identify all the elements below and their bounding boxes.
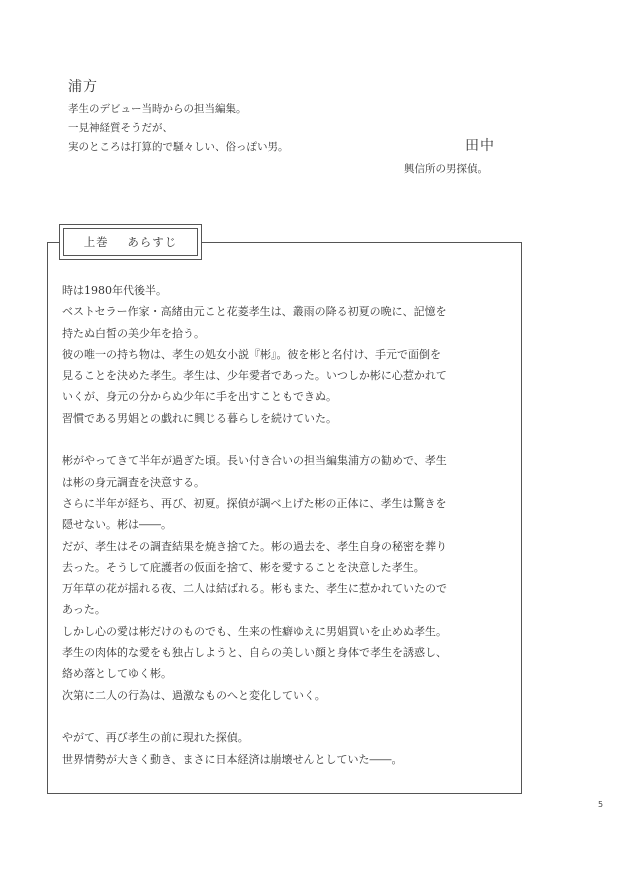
- synopsis-label: [63, 228, 198, 256]
- synopsis-line: 孝生の肉体的な愛をも独占しようと、自らの美しい顔と身体で孝生を誘惑し、: [62, 646, 447, 660]
- synopsis-line: 見ることを決めた孝生。孝生は、少年愛者であった。いつしか彬に心惹かれて: [62, 369, 447, 383]
- desc-line: 実のところは打算的で騒々しい、俗っぽい男。: [68, 141, 289, 153]
- synopsis-line: [62, 706, 512, 727]
- synopsis-line: さらに半年が経ち、再び、初夏。探偵が調べ上げた彬の正体に、孝生は驚きを: [62, 496, 447, 510]
- synopsis-line: 次第に二人の行為は、過激なものへと変化していく。: [62, 688, 326, 702]
- character-name-tanaka: 田中: [465, 138, 495, 154]
- synopsis-line: やがて、再び孝生の前に現れた探偵。: [62, 731, 249, 745]
- synopsis-line: 絡め落としてゆく彬。: [62, 667, 172, 681]
- synopsis-line: 彬がやってきて半年が過ぎた頃。長い付き合いの担当編集浦方の勧めで、孝生: [62, 454, 447, 468]
- desc-line: 興信所の男探偵。: [404, 163, 488, 175]
- synopsis-label-box: [59, 224, 202, 260]
- synopsis-label-title: あらすじ: [127, 235, 178, 249]
- synopsis-line: あった。: [62, 603, 106, 617]
- synopsis-line: 隠せない。彬は――。: [62, 518, 172, 532]
- character-name-urakata: 浦方: [68, 79, 98, 95]
- synopsis-line: 世界情勢が大きく動き、まさに日本経済は崩壊せんとしていた――。: [62, 752, 403, 766]
- synopsis-line: しかし心の愛は彬だけのものでも、生来の性癖ゆえに男娼買いを止めぬ孝生。: [62, 624, 447, 638]
- synopsis-line: 彼の唯一の持ち物は、孝生の処女小説『彬』。彼を彬と名付け、手元で面倒を: [62, 347, 442, 361]
- synopsis-line: ベストセラー作家・高緒由元こと花菱孝生は、叢雨の降る初夏の晩に、記憶を: [62, 305, 447, 319]
- synopsis-line: だが、孝生はその調査結果を焼き捨てた。彬の過去を、孝生自身の秘密を葬り: [62, 539, 447, 553]
- synopsis-line: 習慣である男娼との戯れに興じる暮らしを続けていた。: [62, 411, 337, 425]
- synopsis-body: [62, 280, 512, 770]
- page-number: 5: [598, 800, 604, 809]
- synopsis-line: 時は1980年代後半。: [62, 284, 167, 297]
- character-desc-urakata: [68, 100, 289, 157]
- synopsis-line: いくが、身元の分からぬ少年に手を出すこともできぬ。: [62, 390, 337, 404]
- synopsis-line: 持たぬ白皙の美少年を拾う。: [62, 326, 205, 340]
- desc-line: 孝生のデビュー当時からの担当編集。: [68, 103, 247, 115]
- synopsis-label-volume: 上巻: [83, 235, 109, 249]
- synopsis-line: 去った。そうして庇護者の仮面を捨て、彬を愛することを決意した孝生。: [62, 560, 425, 574]
- desc-line: 一見神経質そうだが、: [68, 122, 173, 134]
- character-desc-tanaka: [404, 160, 488, 179]
- synopsis-line: 万年草の花が揺れる夜、二人は結ばれる。彬もまた、孝生に惹かれていたので: [62, 582, 447, 596]
- synopsis-line: は彬の身元調査を決意する。: [62, 475, 205, 489]
- synopsis-line: [62, 429, 512, 450]
